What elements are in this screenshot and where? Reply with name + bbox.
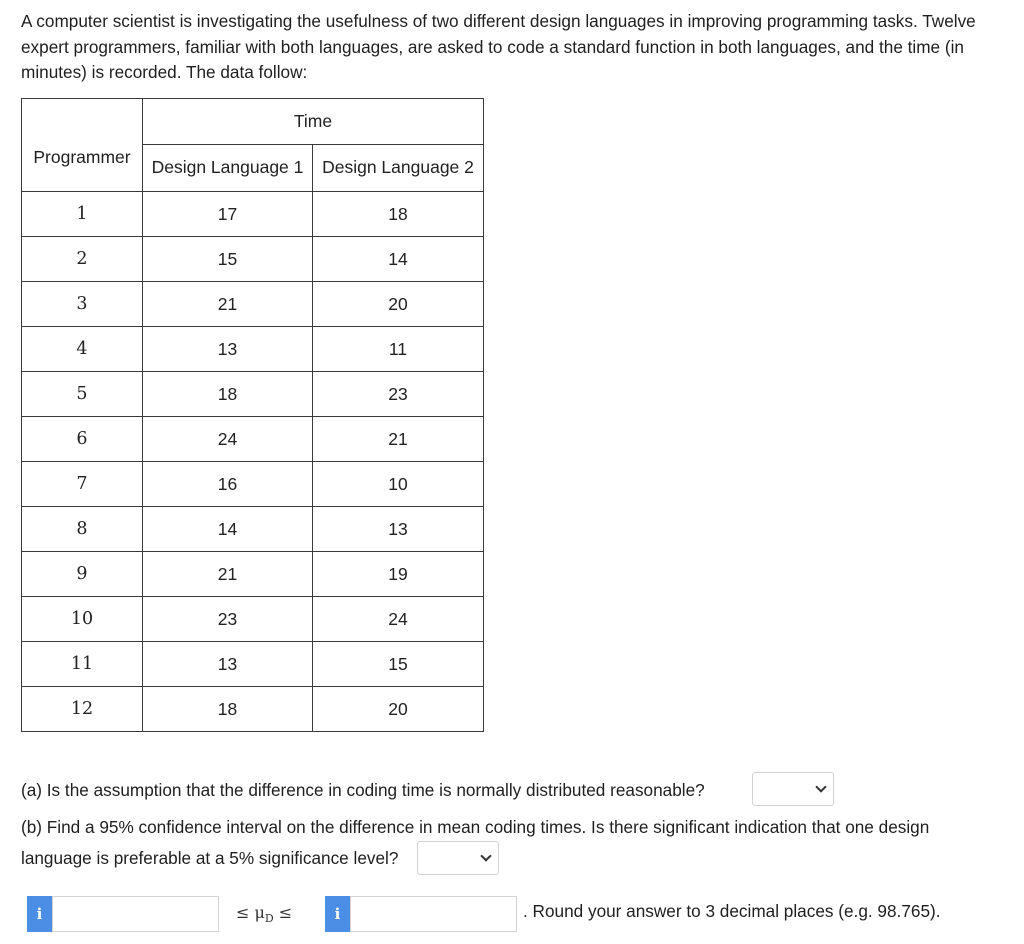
table-row: [22, 462, 484, 507]
lang2-cell: 21: [313, 417, 484, 462]
header-programmer: Programmer: [22, 99, 143, 192]
info-icon[interactable]: i: [325, 896, 350, 932]
table-row: [22, 192, 484, 237]
table-row: [22, 507, 484, 552]
lang2-cell: 14: [313, 237, 484, 282]
lang2-cell: 13: [313, 507, 484, 552]
lang1-cell: 15: [143, 237, 313, 282]
lang1-cell: 16: [143, 462, 313, 507]
ci-lower-input[interactable]: [52, 896, 219, 932]
mu-suffix: ≤: [273, 903, 293, 922]
lang1-cell: 21: [143, 282, 313, 327]
programmer-cell: 7: [22, 462, 143, 507]
lang2-cell: 18: [313, 192, 484, 237]
ci-upper-input[interactable]: [350, 896, 517, 932]
chevron-down-icon: [815, 781, 826, 792]
lang2-cell: 10: [313, 462, 484, 507]
header-design-language-2: Design Language 2: [313, 144, 484, 191]
lang2-cell: 11: [313, 327, 484, 372]
programmer-cell: 11: [22, 642, 143, 687]
lang2-cell: 20: [313, 687, 484, 732]
table-row: [22, 282, 484, 327]
lang1-cell: 23: [143, 597, 313, 642]
programmer-cell: 2: [22, 237, 143, 282]
table-row: [22, 597, 484, 642]
lang2-cell: 20: [313, 282, 484, 327]
programmer-cell: 1: [22, 192, 143, 237]
data-table: [21, 98, 484, 732]
table-row: [22, 372, 484, 417]
lang2-cell: 24: [313, 597, 484, 642]
mu-d-expression: [236, 903, 292, 925]
programmer-cell: 8: [22, 507, 143, 552]
lang1-cell: 14: [143, 507, 313, 552]
header-design-language-1: Design Language 1: [143, 144, 313, 191]
table-row: [22, 327, 484, 372]
question-a-dropdown[interactable]: [752, 772, 834, 806]
table-row: [22, 552, 484, 597]
rounding-instruction: . Round your answer to 3 decimal places (e.g. 98.765).: [523, 901, 941, 921]
question-b: (b) Find a 95% confidence interval on the difference in mean coding times. Is there significant indication that one design language is preferable at a 5% significance level?: [21, 817, 930, 868]
question-b-dropdown[interactable]: [417, 841, 499, 875]
programmer-cell: 12: [22, 687, 143, 732]
problem-intro: A computer scientist is investigating the usefulness of two different design languages in improving programming tasks. Twelve expert programmers, familiar with both languages, are asked to code a standard function in both languages, and the time (in minutes) is recorded. The data follow:: [21, 11, 976, 82]
programmer-cell: 9: [22, 552, 143, 597]
lang1-cell: 18: [143, 687, 313, 732]
programmer-cell: 6: [22, 417, 143, 462]
lang1-cell: 24: [143, 417, 313, 462]
programmer-cell: 10: [22, 597, 143, 642]
header-time: Time: [143, 99, 484, 145]
lang1-cell: 18: [143, 372, 313, 417]
table-row: [22, 417, 484, 462]
programmer-cell: 3: [22, 282, 143, 327]
lang2-cell: 15: [313, 642, 484, 687]
info-icon[interactable]: i: [27, 896, 52, 932]
chevron-down-icon: [480, 850, 491, 861]
table-row: [22, 237, 484, 282]
lang1-cell: 21: [143, 552, 313, 597]
table-row: [22, 642, 484, 687]
question-a: (a) Is the assumption that the difference in coding time is normally distributed reasonable?: [21, 780, 705, 800]
lang2-cell: 23: [313, 372, 484, 417]
lang2-cell: 19: [313, 552, 484, 597]
lang1-cell: 13: [143, 327, 313, 372]
table-row: [22, 687, 484, 732]
lang1-cell: 17: [143, 192, 313, 237]
lang1-cell: 13: [143, 642, 313, 687]
mu-symbol: ≤ μ: [236, 903, 265, 922]
mu-subscript: D: [264, 912, 274, 926]
programmer-cell: 4: [22, 327, 143, 372]
programmer-cell: 5: [22, 372, 143, 417]
